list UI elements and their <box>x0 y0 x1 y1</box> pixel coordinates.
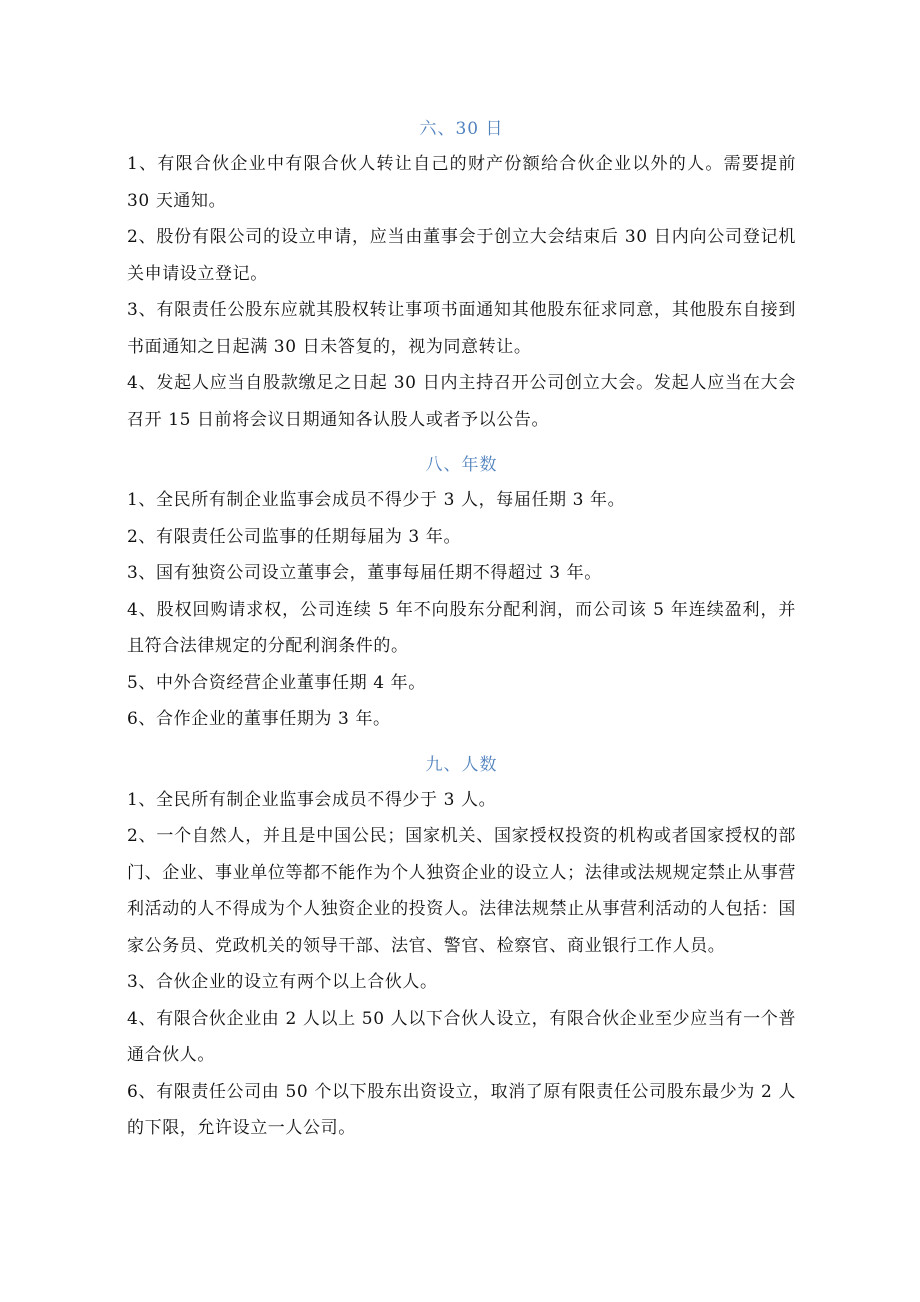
section-years <box>127 453 796 738</box>
list-item: 2、有限责任公司监事的任期每届为 3 年。 <box>127 526 462 547</box>
list-item: 1、有限合伙企业中有限合伙人转让自己的财产份额给合伙企业以外的人。需要提前 30 天通知。 <box>127 154 796 211</box>
list-item: 3、国有独资公司设立董事会，董事每届任期不得超过 3 年。 <box>127 563 602 583</box>
list-item: 4、股权回购请求权，公司连续 5 年不向股东分配利润，而公司该 5 年连续盈利，并且符合法律规定的分配利润条件的。 <box>127 599 796 656</box>
section-headcount <box>127 753 796 1147</box>
list-item: 3、合伙企业的设立有两个以上合伙人。 <box>127 972 438 992</box>
list-item: 2、股份有限公司的设立申请，应当由董事会于创立大会结束后 30 日内向公司登记机关申请设立登记。 <box>127 227 796 284</box>
section-heading: 九、人数 <box>425 754 498 775</box>
list-item: 3、有限责任公股东应就其股权转让事项书面通知其他股东征求同意，其他股东自接到书面通知之日起满 30 日未答复的，视为同意转让。 <box>127 300 796 357</box>
section-heading: 六、30 日 <box>419 119 504 139</box>
list-item: 4、发起人应当自股款缴足之日起 30 日内主持召开公司创立大会。发起人应当在大会召开 15 日前将会议日期通知各认股人或者予以公告。 <box>127 373 796 430</box>
list-item: 2、一个自然人，并且是中国公民；国家机关、国家授权投资的机构或者国家授权的部门、企业、事业单位等都不能作为个人独资企业的设立人；法律或法规规定禁止从事营利活动的人不得成为个人独资企业的投资人。法律法规禁止从事营利活动的人包括：国家公务员、党政机关的领导干部、法官、警官、检察官、商业银行工作人员。 <box>127 826 796 956</box>
list-item: 1、全民所有制企业监事会成员不得少于 3 人。 <box>127 789 497 810</box>
list-item: 5、中外合资经营企业董事任期 4 年。 <box>127 672 426 693</box>
list-item: 6、有限责任公司由 50 个以下股东出资设立，取消了原有限责任公司股东最少为 2 人的下限，允许设立一人公司。 <box>127 1081 796 1138</box>
section-heading: 八、年数 <box>425 455 498 475</box>
section-30-days <box>127 117 796 438</box>
list-item: 4、有限合伙企业由 2 人以上 50 人以下合伙人设立，有限合伙企业至少应当有一个普通合伙人。 <box>127 1008 796 1065</box>
list-item: 6、合作企业的董事任期为 3 年。 <box>127 709 391 729</box>
list-item: 1、全民所有制企业监事会成员不得少于 3 人，每届任期 3 年。 <box>127 490 626 510</box>
